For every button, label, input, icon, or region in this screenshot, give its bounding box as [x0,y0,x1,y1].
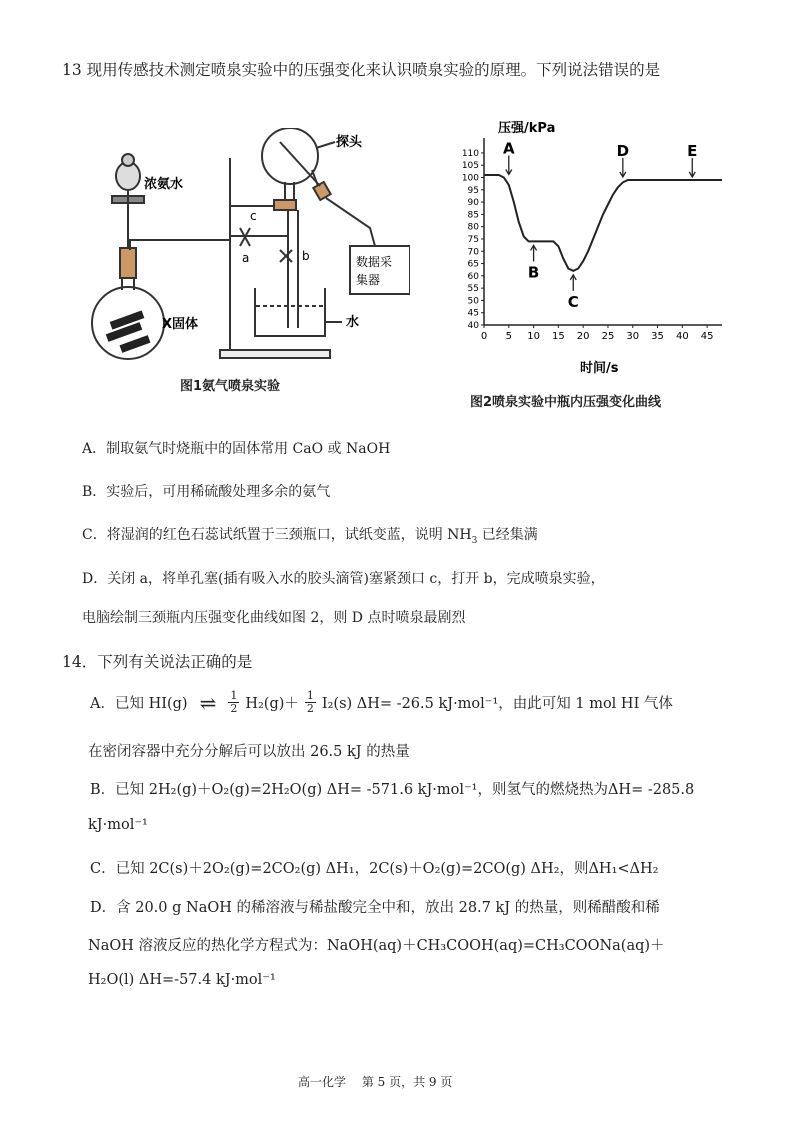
q14-option-b-line2: kJ·mol⁻¹ [88,817,148,833]
q14-a-pre: A．已知 HI(g) [90,696,188,712]
q14-option-b-line1: B．已知 2H₂(g)＋O₂(g)=2H₂O(g) ΔH= -571.6 kJ·mol⁻¹，则氢气的燃烧热为ΔH= -285.8 [90,782,695,798]
y-tick-label: 75 [467,234,479,245]
y-tick-label: 90 [467,198,479,209]
annotation-label-B: B [527,263,540,282]
q13-option-c-sub: 3 [471,535,478,546]
q13-option-d-line1: D．关闭 a，将单孔塞(插有吸入水的胶头滴管)塞紧颈口 c，打开 b，完成喷泉实验， [82,571,605,587]
pressure-chart [440,110,740,380]
fraction-den: 2 [306,702,314,715]
q13-option-c-text: C．将湿润的红色石蕊试纸置于三颈瓶口，试纸变蓝，说明 NH [82,527,472,543]
y-tick-label: 95 [467,185,479,196]
fraction-num: 1 [230,689,238,702]
q14-option-a-line2: 在密闭容器中充分分解后可以放出 26.5 kJ 的热量 [88,744,410,760]
y-tick-label: 45 [467,308,479,319]
y-tick-label: 110 [461,148,479,159]
annotation-label-E: E [687,141,698,160]
q14-stem: 14．下列有关说法正确的是 [62,653,253,671]
q14-option-d-line1: D．含 20.0 g NaOH 的稀溶液与稀盐酸完全中和，放出 28.7 kJ 的热量，则稀醋酸和稀 [90,900,660,916]
x-tick-label: 0 [480,331,488,342]
fig1-label-solid: X固体 [162,317,199,332]
q14-a-i2: I₂(s) ΔH= -26.5 kJ·mol⁻¹，由此可知 1 mol HI 气体 [321,696,673,712]
q13-option-b: B．实验后，可用稀硫酸处理多余的氨气 [82,484,331,500]
x-tick-label: 40 [675,331,689,342]
page-footer: 高一化学 第 5 页，共 9 页 [298,1075,453,1089]
fig1-caption: 图1氨气喷泉实验 [180,379,281,394]
x-tick-label: 20 [576,331,590,342]
x-tick-label: 5 [505,331,512,342]
q14-option-a-line1 [90,690,673,715]
fig1-label-collector-1: 数据采 [356,255,393,269]
x-tick-label: 45 [700,331,714,342]
fig1-label-a: a [242,251,250,265]
fig1-apparatus-diagram [80,128,410,398]
q13-stem: 13 现用传感技术测定喷泉实验中的压强变化来认识喷泉实验的原理。下列说法错误的是 [62,61,661,79]
x-tick-label: 10 [527,331,540,342]
y-tick-label: 40 [467,321,479,331]
annotation-label-A: A [502,139,515,158]
y-tick-label: 70 [467,247,479,258]
chart-ylabel: 压强/kPa [498,121,556,136]
fraction-num: 1 [306,689,314,702]
chart-xlabel: 时间/s [580,361,619,376]
equilibrium-arrow-icon: ⇌ [199,690,217,715]
q13-option-d-line2: 电脑绘制三颈瓶内压强变化曲线如图 2，则 D 点时喷泉最剧烈 [82,610,466,626]
x-tick-label: 30 [626,331,640,342]
q14-option-d-line3: H₂O(l) ΔH=-57.4 kJ·mol⁻¹ [88,972,276,988]
fig1-label-b: b [302,249,310,263]
fraction-half-2 [305,690,316,715]
q13-option-c-end: 已经集满 [477,527,538,543]
y-tick-label: 65 [467,259,479,270]
fig2-caption: 图2喷泉实验中瓶内压强变化曲线 [470,395,662,410]
pressure-series-line [484,175,722,271]
fig1-label-probe: 探头 [336,135,363,150]
y-tick-label: 60 [467,271,479,282]
q14-option-d-line2: NaOH 溶液反应的热化学方程式为：NaOH(aq)＋CH₃COOH(aq)=CH₃COONa(aq)＋ [88,938,665,954]
fraction-half-1 [228,690,239,715]
fig1-label-ammonia: 浓氨水 [144,177,184,192]
fraction-den: 2 [230,702,238,715]
q13-option-a: A．制取氨气时烧瓶中的固体常用 CaO 或 NaOH [82,441,391,457]
q14-option-c-line1: C．已知 2C(s)＋2O₂(g)=2CO₂(g) ΔH₁，2C(s)＋O₂(g)=2CO(g) ΔH₂，则ΔH₁<ΔH₂ [90,861,659,877]
x-tick-label: 35 [651,331,664,342]
y-tick-label: 80 [467,222,479,233]
q14-a-h2: H₂(g)＋ [245,696,299,712]
fig1-label-c: c [250,209,257,223]
x-tick-label: 25 [601,331,615,342]
fig1-label-water: 水 [346,315,360,330]
y-tick-label: 100 [461,173,479,184]
y-tick-label: 55 [467,284,479,295]
fig1-label-collector-2: 集器 [356,273,381,287]
x-tick-label: 15 [552,331,565,342]
annotation-label-D: D [616,141,630,160]
y-tick-label: 85 [467,210,479,221]
q13-option-c [82,524,538,546]
annotation-label-C: C [567,292,579,311]
y-tick-label: 50 [467,296,479,307]
y-tick-label: 105 [461,161,479,172]
